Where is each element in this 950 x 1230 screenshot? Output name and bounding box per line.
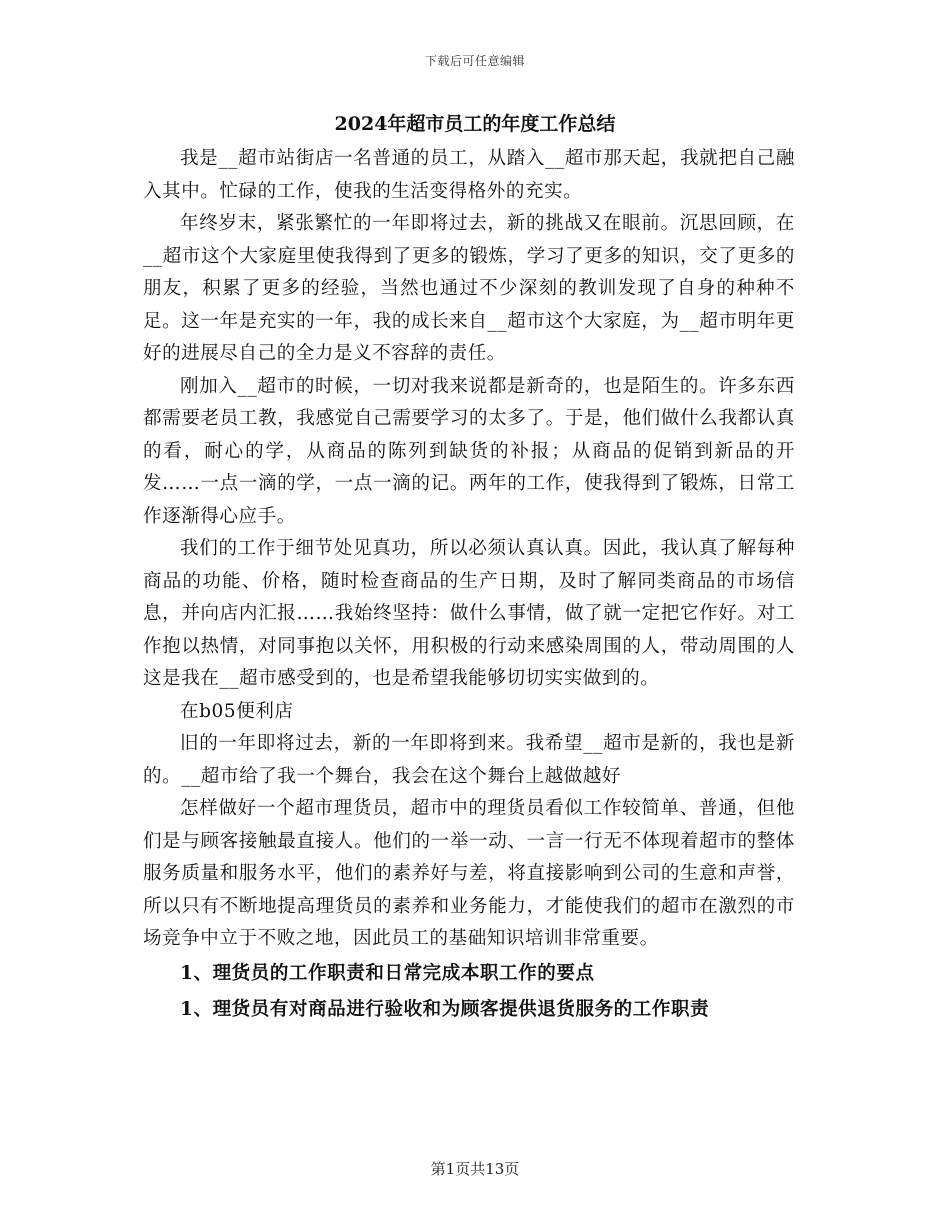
- paragraph-joining: 刚加入__超市的时候，一切对我来说都是新奇的，也是陌生的。许多东西都需要老员工教，我感觉自己需要学习的太多了。于是，他们做什么我都认真的看，耐心的学，从商品的陈列到缺货的补报；从商品的促销到新品的开发……一点一滴的学，一点一滴的记。两年的工作，使我得到了锻炼，日常工作逐渐得心应手。: [143, 375, 795, 527]
- paragraph-store: 在b05便利店: [180, 700, 294, 722]
- paragraph-clerk: 怎样做好一个超市理货员，超市中的理货员看似工作较简单、普通，但他们是与顾客接触最直接人。他们的一举一动、一言一行无不体现着超市的整体服务质量和服务水平，他们的素养好与差，将直接影响到公司的生意和声誉，所以只有不断地提高理货员的素养和业务能力，才能使我们的超市在激烈的市场竞争中立于不败之地，因此员工的基础知识培训非常重要。: [143, 798, 795, 949]
- section-heading-1: 1、理货员的工作职责和日常完成本职工作的要点: [180, 962, 595, 984]
- paragraph-intro: 我是__超市站街店一名普通的员工，从踏入__超市那天起，我就把自己融入其中。忙碌的工作，使我的生活变得格外的充实。: [143, 148, 795, 202]
- document-body: [143, 143, 795, 1028]
- page-header-note: 下载后可任意编辑: [424, 54, 525, 68]
- section-heading-2: 1、理货员有对商品进行验收和为顾客提供退货服务的工作职责: [180, 998, 710, 1020]
- page-footer-number: 第1页共13页: [430, 1160, 520, 1178]
- paragraph-details: 我们的工作于细节处见真功，所以必须认真认真。因此，我认真了解每种商品的功能、价格，随时检查商品的生产日期，及时了解同类商品的市场信息，并向店内汇报……我始终坚持：做什么事情，做了就一定把它作好。对工作抱以热情，对同事抱以关怀，用积极的行动来感染周围的人，带动周围的人这是我在__超市感受到的，也是希望我能够切切实实做到的。: [143, 538, 795, 689]
- paragraph-year-end: 年终岁末，紧张繁忙的一年即将过去，新的挑战又在眼前。沉思回顾，在__超市这个大家庭里使我得到了更多的锻炼，学习了更多的知识，交了更多的朋友，积累了更多的经验，当然也通过不少深刻的教训发现了自身的种种不足。这一年是充实的一年，我的成长来自__超市这个大家庭，为__超市明年更好的进展尽自己的全力是义不容辞的责任。: [143, 213, 795, 364]
- paragraph-new-year: 旧的一年即将过去，新的一年即将到来。我希望__超市是新的，我也是新的。__超市给了我一个舞台，我会在这个舞台上越做越好: [143, 733, 795, 787]
- document-title: 2024年超市员工的年度工作总结: [334, 113, 616, 135]
